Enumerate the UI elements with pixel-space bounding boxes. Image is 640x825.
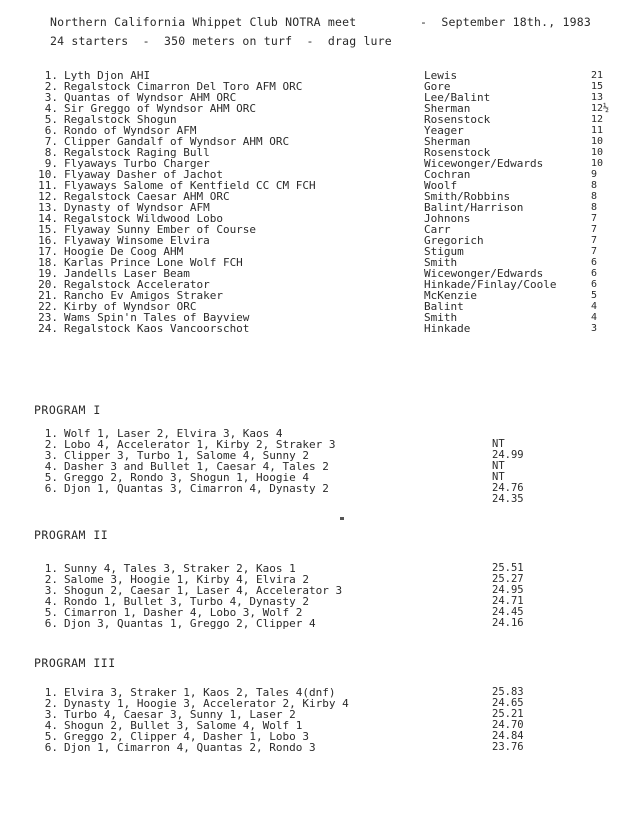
owner-name: McKenzie [424,289,477,302]
entry-number: 22. [38,300,58,313]
meet-title: Northern California Whippet Club NOTRA meet [50,15,357,29]
entry-number: 18. [38,256,58,269]
race-result: Salome 3, Hoogie 1, Kirby 4, Elvira 2 [64,573,310,586]
entry-number: 10. [38,168,58,181]
stray-mark [340,517,344,520]
points: 7 [591,213,598,224]
dog-name: Rondo of Wyndsor AFM [64,124,197,137]
dog-name: Flyaways Turbo Charger [64,157,210,170]
entry-number: 6. [44,124,58,137]
race-number: 2. [44,573,58,586]
owner-name: Smith [424,256,458,269]
dog-name: Rancho Ev Amigos Straker [64,289,223,302]
race-number: 4. [44,595,58,608]
entry-number: 9. [44,157,58,170]
race-time: 24.65 [492,697,524,709]
points: 8 [591,180,598,191]
race-time: 25.27 [492,573,524,585]
entry-row [34,323,634,334]
entry-number: 20. [38,278,58,291]
points: 12 [591,114,604,125]
race-result: Sunny 4, Tales 3, Straker 2, Kaos 1 [64,562,296,575]
race-row [34,494,594,505]
race-result: Elvira 3, Straker 1, Kaos 2, Tales 4(dnf) [64,686,336,699]
race-result: Lobo 4, Accelerator 1, Kirby 2, Straker 3 [64,438,336,451]
race-number: 1. [44,686,58,699]
race-number: 6. [44,741,58,754]
entry-number: 8. [44,146,58,159]
points: 10 [591,147,604,158]
race-number: 6. [44,617,58,630]
points: 8 [591,191,598,202]
race-number: 3. [44,584,58,597]
dog-name: Clipper Gandalf of Wyndsor AHM ORC [64,135,290,148]
points: 6 [591,257,598,268]
race-result: Greggo 2, Clipper 4, Dasher 1, Lobo 3 [64,730,310,743]
dog-name: Flyaway Dasher of Jachot [64,168,223,181]
meet-details: 24 starters - 350 meters on turf - drag lure [50,34,392,48]
owner-name: Smith [424,311,458,324]
race-time: 23.76 [492,741,524,753]
dog-name: Flyaway Sunny Ember of Course [64,223,257,236]
owner-name: Woolf [424,179,458,192]
race-number: 5. [44,730,58,743]
race-number: 4. [44,719,58,732]
race-number: 6. [44,482,58,495]
race-time: 24.84 [492,730,524,742]
race-time: 24.35 [492,493,524,505]
race-number: 1. [44,562,58,575]
entry-number: 13. [38,201,58,214]
points: 13 [591,92,604,103]
race-number: 5. [44,606,58,619]
race-result: Rondo 1, Bullet 3, Turbo 4, Dynasty 2 [64,595,310,608]
owner-name: Yeager [424,124,464,137]
dog-name: Regalstock Accelerator [64,278,210,291]
race-time: 25.51 [492,562,524,574]
owner-name: Rosenstock [424,146,491,159]
race-number: 3. [44,708,58,721]
entries-list [34,70,634,334]
owner-name: Cochran [424,168,471,181]
entry-number: 17. [38,245,58,258]
entry-number: 7. [44,135,58,148]
entry-number: 2. [44,80,58,93]
dog-name: Dynasty of Wyndsor AFM [64,201,210,214]
dog-name: Sir Greggo of Wyndsor AHM ORC [64,102,257,115]
points: 4 [591,301,598,312]
owner-name: Gregorich [424,234,484,247]
race-time: 24.99 [492,449,524,461]
entry-number: 3. [44,91,58,104]
entry-number: 21. [38,289,58,302]
race-result: Dasher 3 and Bullet 1, Caesar 4, Tales 2 [64,460,329,473]
dog-name: Kirby of Wyndsor ORC [64,300,197,313]
entry-number: 1. [44,69,58,82]
points: 7 [591,224,598,235]
points: 11 [591,125,604,136]
entry-number: 23. [38,311,58,324]
dog-name: Karlas Prince Lone Wolf FCH [64,256,243,269]
points: 15 [591,81,604,92]
program-results [34,687,594,753]
dog-name: Wams Spin'n Tales of Bayview [64,311,250,324]
race-time: 24.45 [492,606,524,618]
dog-name: Regalstock Kaos Vancoorschot [64,322,250,335]
entry-number: 11. [38,179,58,192]
race-time: 25.21 [492,708,524,720]
race-result: Wolf 1, Laser 2, Elvira 3, Kaos 4 [64,427,283,440]
entry-number: 16. [38,234,58,247]
race-row [34,742,594,753]
program-title: PROGRAM III [34,656,116,670]
owner-name: Balint [424,300,464,313]
program-title: PROGRAM I [34,403,101,417]
race-result: Shogun 2, Caesar 1, Laser 4, Accelerator 3 [64,584,343,597]
dog-name: Regalstock Wildwood Lobo [64,212,223,225]
race-result: Djon 1, Quantas 3, Cimarron 4, Dynasty 2 [64,482,329,495]
race-result: Shogun 2, Bullet 3, Salome 4, Wolf 1 [64,719,303,732]
race-time: NT [492,471,505,483]
dog-name: Hoogie De Coog AHM [64,245,184,258]
owner-name: Wicewonger/Edwards [424,267,544,280]
race-result: Cimarron 1, Dasher 4, Lobo 3, Wolf 2 [64,606,303,619]
race-number: 4. [44,460,58,473]
owner-name: Lewis [424,69,458,82]
owner-name: Wicewonger/Edwards [424,157,544,170]
dog-name: Regalstock Caesar AHM ORC [64,190,230,203]
program-results [34,563,594,629]
race-row [34,618,594,629]
owner-name: Johnons [424,212,471,225]
owner-name: Carr [424,223,451,236]
dog-name: Regalstock Shogun [64,113,177,126]
race-number: 2. [44,697,58,710]
program-results [34,428,594,505]
points: 21 [591,70,604,81]
entry-number: 4. [44,102,58,115]
race-time: 24.70 [492,719,524,731]
points: 4 [591,312,598,323]
entry-number: 19. [38,267,58,280]
dog-name: Flyaways Salome of Kentfield CC CM FCH [64,179,316,192]
owner-name: Smith/Robbins [424,190,511,203]
owner-name: Stigum [424,245,464,258]
owner-name: Balint/Harrison [424,201,524,214]
race-time: 24.71 [492,595,524,607]
owner-name: Rosenstock [424,113,491,126]
race-time: 24.95 [492,584,524,596]
points: 6 [591,279,598,290]
owner-name: Sherman [424,135,471,148]
dog-name: Flyaway Winsome Elvira [64,234,210,247]
dog-name: Lyth Djon AHI [64,69,151,82]
race-number: 1. [44,427,58,440]
dog-name: Quantas of Wyndsor AHM ORC [64,91,237,104]
race-number: 2. [44,438,58,451]
entry-number: 5. [44,113,58,126]
owner-name: Hinkade/Finlay/Coole [424,278,557,291]
points: 12½ [591,103,610,114]
race-result: Clipper 3, Turbo 1, Salome 4, Sunny 2 [64,449,310,462]
points: 7 [591,235,598,246]
race-time: 25.83 [492,686,524,698]
race-result: Dynasty 1, Hoogie 3, Accelerator 2, Kirby 4 [64,697,349,710]
meet-date: - September 18th., 1983 [420,15,591,29]
race-number: 3. [44,449,58,462]
points: 7 [591,246,598,257]
points: 5 [591,290,598,301]
race-time: 24.76 [492,482,524,494]
race-result: Djon 3, Quantas 1, Greggo 2, Clipper 4 [64,617,316,630]
race-result: Turbo 4, Caesar 3, Sunny 1, Laser 2 [64,708,296,721]
entry-number: 24. [38,322,58,335]
entry-number: 15. [38,223,58,236]
points: 3 [591,323,598,334]
race-time: NT [492,438,505,450]
owner-name: Lee/Balint [424,91,491,104]
points: 6 [591,268,598,279]
dog-name: Regalstock Raging Bull [64,146,210,159]
points: 10 [591,136,604,147]
owner-name: Gore [424,80,451,93]
race-time: NT [492,460,505,472]
points: 10 [591,158,604,169]
race-result: Greggo 2, Rondo 3, Shogun 1, Hoogie 4 [64,471,310,484]
points: 9 [591,169,598,180]
dog-name: Regalstock Cimarron Del Toro AFM ORC [64,80,303,93]
owner-name: Hinkade [424,322,471,335]
race-number: 5. [44,471,58,484]
dog-name: Jandells Laser Beam [64,267,190,280]
entry-number: 14. [38,212,58,225]
points: 8 [591,202,598,213]
entry-number: 12. [38,190,58,203]
owner-name: Sherman [424,102,471,115]
program-title: PROGRAM II [34,528,109,542]
race-result: Djon 1, Cimarron 4, Quantas 2, Rondo 3 [64,741,316,754]
race-time: 24.16 [492,617,524,629]
